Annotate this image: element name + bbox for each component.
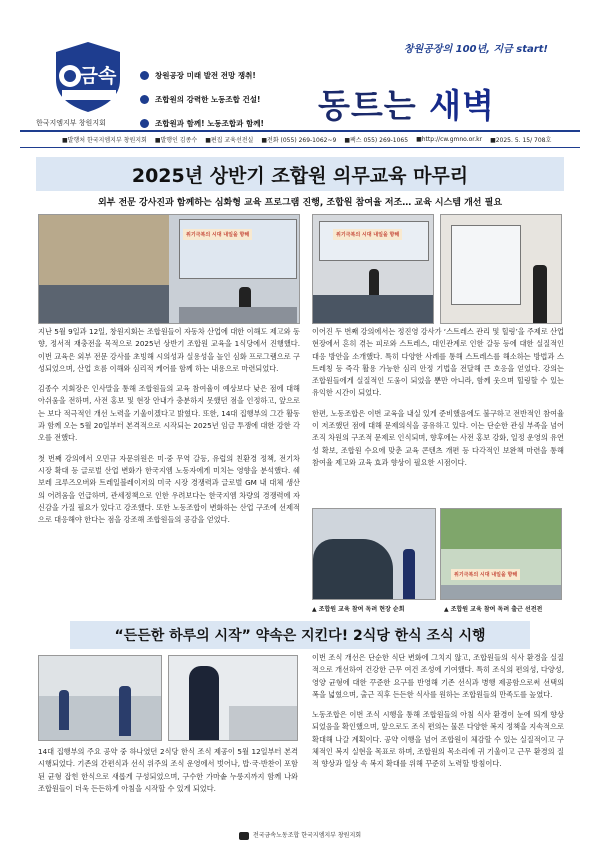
paragraph: 이어진 두 번째 강의에서는 정진영 강사가 ‘스트레스 관리 및 힐링’을 주제로 산업 현장에서 흔히 겪는 피로와 스트레스, 대인관계로 인한 갈등 등에 대한 실질적인 대응 방안을 소개했다. 특히 다양한 사례를 통해 스트레스를 해소하는 방법과 스트레칭 등 즉각 활용 가능한 심리 안정 기법을 전달해 큰 호응을 얻었다. 강의는 조합원들에게 실질적인 도움이 되었을 뿐만 아니라, 함께 웃으며 힐링할 수 있는 유익한 시간이 되었다. [312,327,564,398]
paragraph: 지난 5월 9일과 12일, 창원지회는 조합원들이 자동차 산업에 대한 이해도 제고와 동향, 정서적 재충전을 목적으로 2025년 상반기 조합원 교육을 1식당에서 진행했다. 이번 교육은 외부 전문 강사를 초빙해 시의성과 실용성을 높인 심화 프로그램으로 구성되었으며, 산업 흐름 이해와 심리적 케어를 함께 하는 내용으로 마련되었다. [38,327,300,373]
website-link[interactable]: ■http://cw.gmno.or.kr [416,136,483,143]
cafeteria-line-photo [38,655,162,741]
paragraph: 이번 조식 개선은 단순한 식단 변화에 그치지 않고, 조합원들의 식사 환경을 실질적으로 개선하여 건강한 근무 여건 조성에 기여했다. 특히 조식의 편의성, 다양성, 영양 균형에 대한 꾸준한 요구를 반영해 기존 선식과 병행 제공함으로써 선택의 폭을 넓혔으며, 출근 직후 든든한 식사를 원하는 조합원들의 만족도를 높였다. [312,653,564,699]
article1-subhead: 외부 전문 강사진과 함께하는 심화형 교육 프로그램 진행, 조합원 참여율 저조… 교육 시스템 개선 필요 [97,198,503,208]
logo-text: 금속 [79,65,117,87]
article1-left-column [38,326,300,534]
article2-right-column [312,652,564,779]
phone: ■전화 (055) 269-1062~9 [261,137,337,144]
title-strong: 새벽 [429,86,495,125]
article1-headline: 2025년 상반기 조합원 의무교육 마무리 [36,157,564,191]
fax: ■팩스 055) 269-1065 [344,137,409,144]
education-hall-photo [38,214,300,324]
logo-org-name: 한국지엠지부 창원지회 [36,119,106,127]
paragraph: 김종수 지회장은 인사말을 통해 조합원들의 교육 참여율이 예상보다 낮은 점에 대해 아쉬움을 전하며, 사전 홍보 및 현장 안내가 충분하지 못했던 점을 인정하고, 앞으로는 보다 적극적인 개선 노력을 기울이겠다고 밝혔다. 또한, 14대 집행부의 그간 활동과 함께 오는 5월 20일부터 본격적으로 시작되는 2025년 임금 투쟁에 대한 강한 각오를 전했다. [38,384,300,443]
footer-text: 전국금속노동조합 한국지엠지부 창원지회 [252,832,362,839]
paragraph: 한편, 노동조합은 이번 교육을 내실 있게 준비했음에도 불구하고 전반적인 참여율이 저조했던 점에 대해 문제의식을 공유하고 있다. 이는 단순한 관심 부족을 넘어 조직 차원의 구조적 문제로 인식되며, 향후에는 사전 홍보 강화, 일정 운영의 유연성 확보, 조합원 수요에 맞춘 교육 콘텐츠 개편 등 다각적인 보완책 마련을 통해 참여율 제고와 교육 효과 향상이 필요한 시점이다. [312,408,564,467]
lecturer-photo [440,214,562,324]
publisher: ■발행처 한국지엠지부 창원지회 [62,137,147,144]
issue-number: ■2025. 5. 15/ 708호 [490,137,552,144]
paragraph: 노동조합은 이번 조식 시행을 통해 조합원들의 아침 식사 환경이 눈에 띄게 향상되었음을 확인했으며, 앞으로도 조식 편의는 물론 다양한 복지 정책을 지속적으로 확대해 나갈 계획이다. 공약 이행을 넘어 조합원이 체감할 수 있는 실질적이고 구체적인 복지 실현을 목표로 하며, 조합원의 목소리에 귀 기울이고 근무 환경의 질적 향상과 일상 속 복지 확대를 위해 꾸준히 노력할 방침이다. [312,710,564,769]
publication-info-bar [20,130,580,148]
newsletter-title [318,80,495,127]
photo-banner-text: 위기극복의 시대 내일을 향해 [183,229,252,240]
union-logo-icon [48,42,128,112]
bullet-icon [140,71,149,80]
paragraph: 첫 번째 강의에서 오민규 자문위원은 미·중 무역 갈등, 유럽의 친환경 정책, 전기차 시장 확대 등 글로벌 산업 변화가 한국지엠 노동자에게 미치는 영향을 분석했다. 쉐보레 크루즈오버와 트레일블레이저의 미국 시장 경쟁력과 글로벌 GM 내 대체 생산의 어려움을 언급하며, 관세정책으로 인한 우려보다는 한국지엠 차량의 경쟁력에 자신감을 가질 필요가 있다고 강조했다. 또한 노동조합이 변화하는 산업 구조에 선제적으로 대응해야 한다는 점을 강조해 조합원들의 공감을 얻었다. [38,453,300,525]
title-regular: 동트는 [318,86,430,125]
editor: ■편집 교육선전실 [205,137,254,144]
article2-headline: “든든한 하루의 시작” 약속은 지킨다! 2식당 한식 조식 시행 [70,621,530,649]
morning-campaign-photo [440,508,562,600]
tagline: 창원공장의 100년, 지금 start! [403,44,548,55]
bullet-icon [140,95,149,104]
lecture-stage-photo [312,214,434,324]
paragraph: 14대 집행부의 주요 공약 중 하나였던 2식당 한식 조식 제공이 5월 12일부터 본격 시행되었다. 기존의 간편식과 선식 위주의 조식 운영에서 벗어나, 밥·국·반찬이 포함된 균형 잡힌 한식으로 새롭게 구성되었으며, 구수한 가마솥 누룽지까지 함께 나와 조합원들이 더욱 든든하게 아침을 시작할 수 있게 되었다. [38,747,298,793]
issuer: ■발행인 김종수 [154,137,198,144]
article1-right-column [312,326,564,477]
site-visit-photo [312,508,436,600]
footer [0,830,600,840]
photo-banner-text: 위기극복의 시대 내일을 향해 [451,569,520,580]
slogan-item: 창원공장 미래 발전 전망 쟁취! [140,70,264,81]
union-mark-icon [239,832,249,840]
bullet-icon [140,119,149,128]
photo-caption: ▲ 조합원 교육 참여 독려 출근 선전전 [444,606,543,613]
photo-caption: ▲ 조합원 교육 참여 독려 현장 순회 [312,606,405,613]
article2-left-column [38,746,298,803]
slogan-item: 조합원의 강력한 노동조합 건설! [140,94,264,105]
serving-food-photo [168,655,298,741]
photo-banner-text: 위기극복의 시대 내일을 향해 [333,229,402,240]
slogan-item: 조합원과 함께! 노동조합과 함께! [140,118,264,129]
masthead [0,0,600,140]
